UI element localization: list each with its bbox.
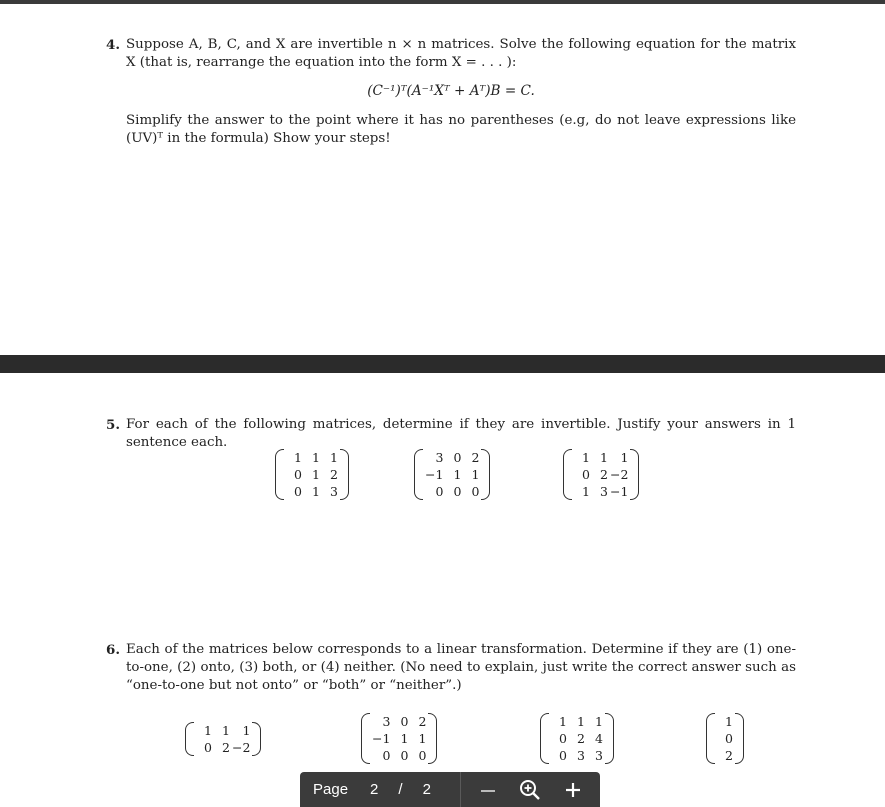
total-pages: 2 bbox=[422, 781, 431, 798]
matrix-entry: 0 bbox=[453, 484, 462, 499]
problem-6 bbox=[106, 641, 796, 695]
page-indicator bbox=[300, 772, 460, 807]
matrix-entry: 1 bbox=[400, 731, 409, 746]
left-paren bbox=[540, 713, 549, 764]
matrix bbox=[563, 449, 639, 500]
matrix-entry: 1 bbox=[620, 450, 629, 465]
matrix-entry: 3 bbox=[595, 748, 603, 763]
left-paren bbox=[563, 449, 572, 500]
right-paren bbox=[630, 449, 639, 500]
matrix-entry: 0 bbox=[400, 714, 409, 729]
matrix-entry: 0 bbox=[582, 467, 590, 482]
left-paren bbox=[706, 713, 715, 764]
matrix-entry: 1 bbox=[559, 714, 567, 729]
problem-4 bbox=[106, 36, 796, 148]
matrix-entry: 1 bbox=[600, 450, 608, 465]
equation: (C⁻¹)ᵀ(A⁻¹Xᵀ + Aᵀ)B = C. bbox=[367, 83, 535, 99]
matrix-entry: 0 bbox=[435, 484, 444, 499]
matrix-entry: 1 bbox=[222, 723, 230, 738]
zoom-controls bbox=[461, 772, 600, 807]
matrix-entry: 0 bbox=[382, 748, 391, 763]
matrix-entry: 0 bbox=[418, 748, 427, 763]
matrix-entry: 0 bbox=[471, 484, 480, 499]
matrix-entry: 0 bbox=[204, 740, 212, 755]
matrix-entry: 2 bbox=[418, 714, 427, 729]
problem-number: 5. bbox=[106, 417, 120, 433]
page-separator: / bbox=[398, 781, 403, 798]
matrix-grid bbox=[549, 713, 605, 764]
matrix-grid bbox=[423, 449, 481, 500]
matrix-entry: 1 bbox=[582, 484, 590, 499]
matrix-entry: 1 bbox=[577, 714, 585, 729]
right-paren bbox=[481, 449, 490, 500]
matrix-entry: 2 bbox=[725, 748, 733, 763]
matrix bbox=[185, 722, 261, 756]
matrix-entry: 0 bbox=[725, 731, 733, 746]
matrix-entry: 0 bbox=[559, 748, 567, 763]
matrix-entry: 0 bbox=[294, 467, 302, 482]
matrix-grid bbox=[194, 722, 252, 756]
matrix bbox=[414, 449, 490, 500]
problem-text: For each of the following matrices, determine if they are invertible. Justify your answers in 1 sentence each. bbox=[126, 417, 796, 450]
problem-text: Suppose A, B, C, and X are invertible n × n matrices. Solve the following equation for the matrix X (that is, rearrange the equation into the form X = . . . ): bbox=[126, 37, 796, 70]
problem-text: Each of the matrices below corresponds to a linear transformation. Determine if they are (1) one-to-one, (2) onto, (3) both, or (4) neither. (No need to explain, just write the correct answer such as “one-to-one but not onto” or “both” or “neither”.) bbox=[126, 642, 796, 693]
matrix-entry: 0 bbox=[559, 731, 567, 746]
problem-instructions: Simplify the answer to the point where it has no parentheses (e.g, do not leave expressions like (UV)ᵀ in the formula) Show your steps! bbox=[126, 113, 796, 146]
matrix-entry: 1 bbox=[725, 714, 733, 729]
matrix-entry: 3 bbox=[577, 748, 585, 763]
matrix-grid bbox=[370, 713, 428, 764]
matrix-entry: −2 bbox=[610, 467, 629, 482]
zoom-in-icon[interactable] bbox=[560, 777, 586, 803]
matrix-grid bbox=[715, 713, 735, 764]
matrix-entry: 1 bbox=[330, 450, 338, 465]
matrix-entry: 3 bbox=[330, 484, 338, 499]
matrix-entry: 2 bbox=[600, 467, 608, 482]
matrix-entry: 3 bbox=[600, 484, 608, 499]
left-paren bbox=[361, 713, 370, 764]
matrix-grid bbox=[572, 449, 630, 500]
matrix-entry: −1 bbox=[610, 484, 629, 499]
page-label: Page bbox=[313, 781, 349, 798]
problem-5 bbox=[106, 416, 796, 452]
matrix-entry: 2 bbox=[222, 740, 230, 755]
matrix-entry: 1 bbox=[418, 731, 427, 746]
matrix-entry: 2 bbox=[471, 450, 480, 465]
matrix-entry: 4 bbox=[595, 731, 603, 746]
matrix-entry: 1 bbox=[312, 450, 320, 465]
matrix-entry: −1 bbox=[372, 731, 391, 746]
matrix-entry: 0 bbox=[400, 748, 409, 763]
right-paren bbox=[605, 713, 614, 764]
matrix-entry: 1 bbox=[204, 723, 212, 738]
matrix-entry: 1 bbox=[242, 723, 251, 738]
matrix-entry: 2 bbox=[577, 731, 585, 746]
problem-number: 6. bbox=[106, 642, 120, 658]
matrix bbox=[275, 449, 349, 500]
matrix-entry: 3 bbox=[382, 714, 391, 729]
page-gap bbox=[0, 355, 885, 373]
matrix-entry: 0 bbox=[294, 484, 302, 499]
matrix bbox=[540, 713, 614, 764]
current-page-input[interactable]: 2 bbox=[370, 781, 379, 798]
right-paren bbox=[252, 722, 261, 756]
matrix-entry: 1 bbox=[294, 450, 302, 465]
zoom-out-icon[interactable] bbox=[475, 777, 501, 803]
matrix-entry: 1 bbox=[312, 467, 320, 482]
right-paren bbox=[735, 713, 744, 764]
matrix bbox=[706, 713, 744, 764]
left-paren bbox=[185, 722, 194, 756]
matrix-entry: 2 bbox=[330, 467, 338, 482]
right-paren bbox=[340, 449, 349, 500]
pdf-toolbar bbox=[300, 772, 600, 807]
matrix-entry: 1 bbox=[582, 450, 590, 465]
zoom-fit-icon[interactable] bbox=[517, 777, 543, 803]
matrix-entry: 3 bbox=[435, 450, 444, 465]
matrix bbox=[361, 713, 437, 764]
matrix-entry: 1 bbox=[471, 467, 480, 482]
matrix-entry: 1 bbox=[453, 467, 462, 482]
matrix-entry: 0 bbox=[453, 450, 462, 465]
matrix-grid bbox=[284, 449, 340, 500]
matrix-entry: 1 bbox=[312, 484, 320, 499]
problem-number: 4. bbox=[106, 37, 120, 53]
left-paren bbox=[275, 449, 284, 500]
matrix-entry: −2 bbox=[232, 740, 251, 755]
matrix-entry: −1 bbox=[425, 467, 444, 482]
left-paren bbox=[414, 449, 423, 500]
matrix-entry: 1 bbox=[595, 714, 603, 729]
right-paren bbox=[428, 713, 437, 764]
